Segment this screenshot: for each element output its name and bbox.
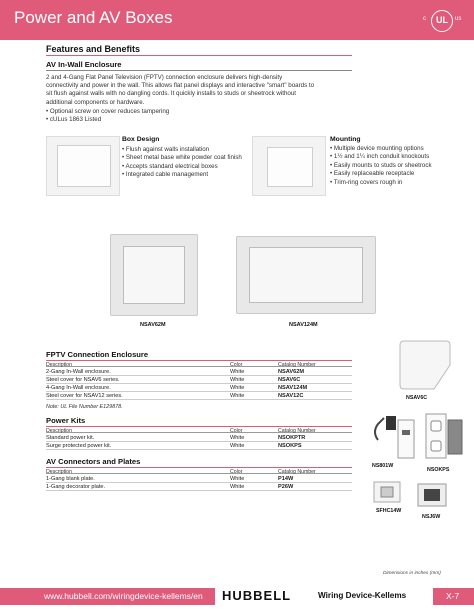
column-header: Color — [230, 362, 243, 368]
ul-file-note: Note: UL File Number E129878. — [46, 404, 123, 410]
cell-catalog: NSAV6C — [278, 377, 301, 383]
sfhc14w-label: SFHC14W — [376, 508, 402, 514]
bullet-item: • Optional screw on cover reduces tampering — [46, 108, 169, 116]
table-row — [46, 475, 352, 483]
table-row — [46, 368, 352, 376]
list-item: • Easily mounts to studs or sheetrock — [330, 162, 470, 170]
list-item: • Trim-ring covers rough in — [330, 179, 470, 187]
dimensions-note: Dimensions in inches (mm) — [383, 571, 441, 576]
column-header: Color — [230, 428, 243, 434]
table-row — [46, 384, 352, 392]
in-wall-heading: AV In-Wall Enclosure — [46, 60, 122, 69]
footer-url-link[interactable]: www.hubbell.com/wiringdevice-kellems/en — [44, 591, 203, 601]
list-item: • Multiple device mounting options — [330, 145, 470, 153]
box-design-title: Box Design — [122, 136, 160, 143]
mounting-list — [330, 145, 470, 187]
power-table-header — [46, 426, 352, 433]
list-item: • Flush against walls installation — [122, 146, 242, 154]
cell-color: White — [230, 393, 245, 399]
column-header: Description — [46, 428, 72, 434]
cell-description: 2-Gang In-Wall enclosure. — [46, 369, 111, 375]
sfhc14w-image — [370, 476, 406, 506]
column-header: Color — [230, 469, 243, 475]
nsokps-label: NSOKPS — [427, 467, 450, 473]
box-design-list — [122, 146, 242, 180]
cell-color: White — [230, 443, 245, 449]
page-title: Power and AV Boxes — [14, 8, 173, 27]
hubbell-logo: HUBBELL — [222, 588, 292, 603]
cell-color: White — [230, 369, 245, 375]
nsav124m-label: NSAV124M — [289, 322, 318, 328]
cell-color: White — [230, 484, 245, 490]
fptv-table-header — [46, 360, 352, 367]
list-item: • Sheet metal base white powder coat finish — [122, 154, 242, 162]
nsav62m-label: NSAV62M — [140, 322, 166, 328]
cell-color: White — [230, 435, 245, 441]
ns801w-label: NS801W — [372, 463, 394, 469]
cell-color: White — [230, 385, 245, 391]
box-design-image — [46, 136, 120, 196]
mounting-image — [252, 136, 326, 196]
column-header: Description — [46, 469, 72, 475]
ul-us-text: us — [455, 16, 462, 22]
section-divider — [46, 55, 352, 56]
table-row — [46, 392, 352, 400]
ul-c-text: c — [423, 16, 426, 22]
cell-catalog: NSAV12C — [278, 393, 304, 399]
features-heading: Features and Benefits — [46, 44, 141, 54]
subsection-divider — [46, 70, 352, 71]
cell-description: 1-Gang blank plate. — [46, 476, 95, 482]
power-table-title: Power Kits — [46, 416, 86, 425]
in-wall-bullets — [46, 108, 169, 124]
cell-description: 4-Gang In-Wall enclosure. — [46, 385, 111, 391]
av-table-header — [46, 467, 352, 474]
page-number: X-7 — [446, 591, 460, 601]
ul-listed-icon: UL — [431, 10, 453, 32]
cell-description: Steel cover for NSAV12 series. — [46, 393, 123, 399]
footer-brand: Wiring Device-Kellems — [318, 591, 407, 600]
cell-catalog: NSAV62M — [278, 369, 305, 375]
power-kit-image — [370, 410, 470, 462]
cell-description: Standard power kit. — [46, 435, 95, 441]
av-table-title: AV Connectors and Plates — [46, 457, 141, 466]
cell-description: Surge protected power kit. — [46, 443, 112, 449]
cell-catalog: NSOKPTR — [278, 435, 306, 441]
column-header: Catalog Number — [278, 469, 316, 475]
cell-catalog: NSOKPS — [278, 443, 302, 449]
list-item: • 1½ and 1¼ inch conduit knockouts — [330, 153, 470, 161]
cell-color: White — [230, 476, 245, 482]
cell-description: Steel cover for NSAV6 series. — [46, 377, 120, 383]
fptv-table-title: FPTV Connection Enclosure — [46, 350, 149, 359]
bullet-item: • cULus 1863 Listed — [46, 116, 169, 124]
column-header: Catalog Number — [278, 362, 316, 368]
list-item: • Easily replaceable receptacle — [330, 170, 470, 178]
column-header: Description — [46, 362, 72, 368]
mounting-title: Mounting — [330, 136, 361, 143]
nsav124m-image — [236, 236, 376, 314]
in-wall-description: 2 and 4-Gang Flat Panel Television (FPTV) connection enclosure delivers high-density connectivity and power in the wall. This allows flat panel displays and interactive "smart" boards to sit flush against walls with no dangling cords. It quickly installs to studs or sheetrock without additional components or hardware. — [46, 74, 315, 106]
table-row — [46, 376, 352, 384]
nsav6c-label: NSAV6C — [406, 395, 428, 401]
page-header — [0, 0, 474, 40]
cell-catalog: P26W — [278, 484, 294, 490]
cell-catalog: NSAV124M — [278, 385, 308, 391]
column-header: Catalog Number — [278, 428, 316, 434]
nsav6c-image — [398, 337, 454, 393]
list-item: • Integrated cable management — [122, 171, 242, 179]
table-row — [46, 434, 352, 442]
nsj6w-image — [412, 480, 452, 510]
table-row — [46, 442, 352, 450]
table-row — [46, 483, 352, 491]
page-footer — [0, 583, 474, 615]
nsav62m-image — [110, 234, 198, 316]
list-item: • Accepts standard electrical boxes — [122, 163, 242, 171]
cell-description: 1-Gang decorator plate. — [46, 484, 106, 490]
cell-color: White — [230, 377, 245, 383]
nsj6w-label: NSJ6W — [422, 514, 441, 520]
cell-catalog: P14W — [278, 476, 294, 482]
